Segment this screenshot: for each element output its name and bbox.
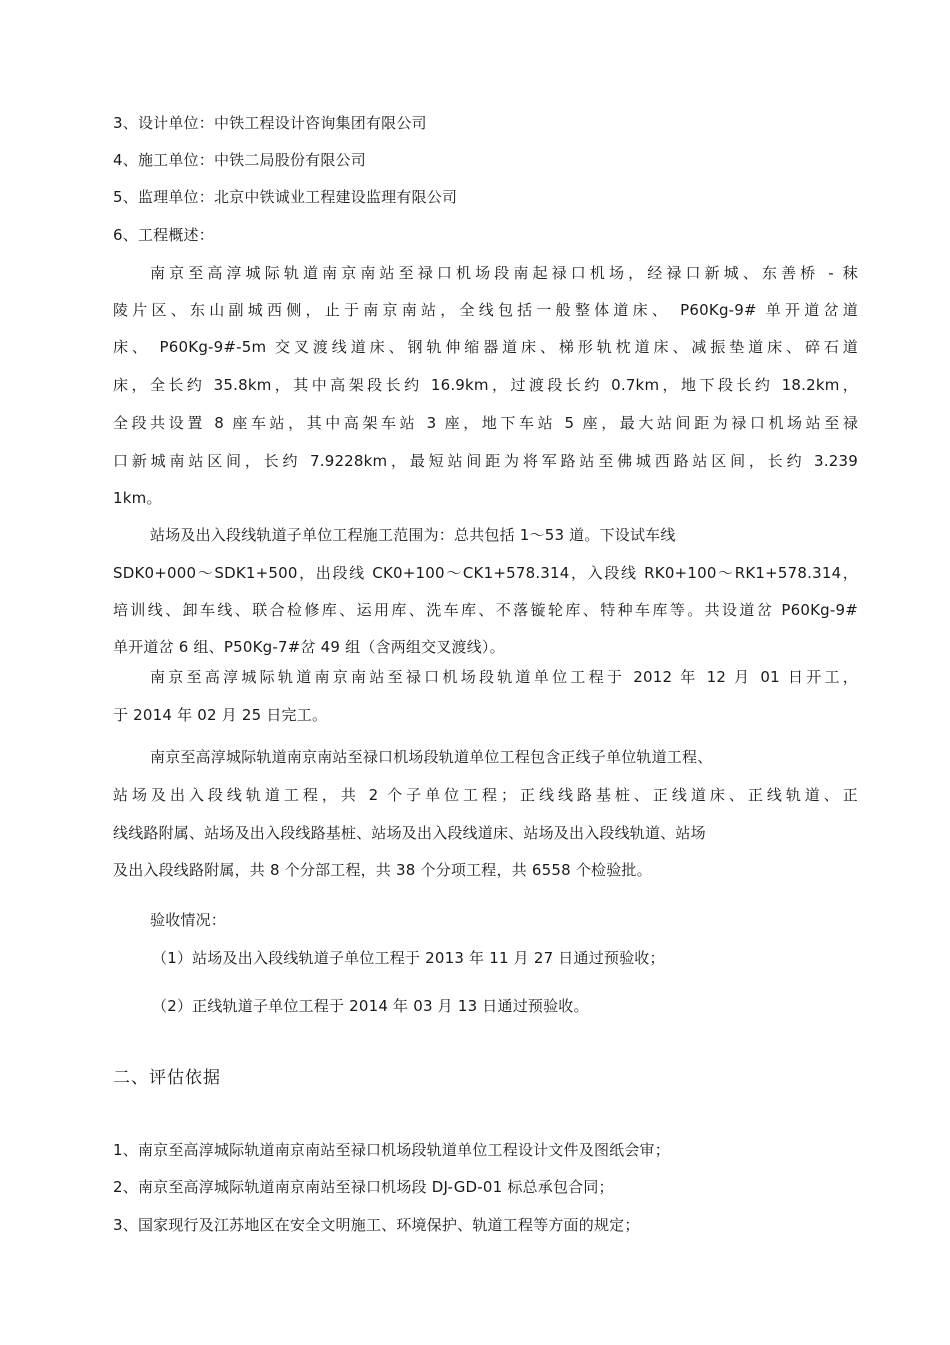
section-heading: 二、评估依据 [113, 1068, 221, 1088]
overview-paragraph-line: 床、 P60Kg-9#-5m 交叉渡线道床、钢轨伸缩器道床、梯形轨枕道床、减振垫道床、碎石道 [113, 338, 858, 356]
acceptance-heading: 验收情况： [150, 911, 227, 929]
composition-paragraph-line: 线线路附属、站场及出入段线路基桩、站场及出入段线道床、站场及出入段线轨道、站场 [113, 824, 706, 842]
overview-paragraph-line: 南京至高淳城际轨道南京南站至禄口机场段南起禄口机场，经禄口新城、东善桥 - 秣 [150, 264, 858, 282]
acceptance-item: （2）正线轨道子单位工程于 2014 年 03 月 13 日通过预验收。 [152, 997, 589, 1015]
composition-paragraph-line: 站场及出入段线轨道工程，共 2 个子单位工程；正线线路基桩、正线道床、正线轨道、正 [113, 786, 858, 804]
scope-paragraph-line: 培训线、卸车线、联合检修库、运用库、洗车库、不落镟轮库、特种车库等。共设道岔 P60Kg-9# [113, 601, 858, 619]
schedule-paragraph-line: 于 2014 年 02 月 25 日完工。 [113, 706, 328, 724]
overview-heading: 6、工程概述： [113, 226, 214, 244]
composition-paragraph-line: 及出入段线路附属，共 8 个分部工程，共 38 个分项工程，共 6558 个检验批。 [113, 861, 652, 879]
scope-paragraph-line: SDK0+000～SDK1+500，出段线 CK0+100～CK1+578.314，入段线 RK0+100～RK1+578.314， [113, 564, 858, 582]
composition-paragraph-line: 南京至高淳城际轨道南京南站至禄口机场段轨道单位工程包含正线子单位轨道工程、 [150, 748, 713, 766]
overview-paragraph-line: 床，全长约 35.8km，其中高架段长约 16.9km，过渡段长约 0.7km，地下段长约 18.2km， [113, 376, 858, 394]
basis-item: 3、国家现行及江苏地区在安全文明施工、环境保护、轨道工程等方面的规定； [113, 1216, 640, 1234]
scope-paragraph-line: 站场及出入段线轨道子单位工程施工范围为：总共包括 1～53 道。下设试车线 [150, 526, 676, 544]
acceptance-item: （1）站场及出入段线轨道子单位工程于 2013 年 11 月 27 日通过预验收； [152, 949, 665, 967]
overview-paragraph-line: 全段共设置 8 座车站，其中高架车站 3 座，地下车站 5 座，最大站间距为禄口机场站至禄 [113, 414, 858, 432]
scope-paragraph-line: 单开道岔 6 组、P50Kg-7#岔 49 组（含两组交叉渡线）。 [113, 638, 505, 656]
overview-paragraph-line: 1km。 [113, 489, 162, 507]
supervision-unit-line: 5、监理单位：北京中铁诚业工程建设监理有限公司 [113, 188, 458, 206]
overview-paragraph-line: 陵片区、东山副城西侧，止于南京南站，全线包括一般整体道床、 P60Kg-9# 单开道岔道 [113, 301, 858, 319]
basis-item: 1、南京至高淳城际轨道南京南站至禄口机场段轨道单位工程设计文件及图纸会审； [113, 1141, 670, 1159]
basis-item: 2、南京至高淳城际轨道南京南站至禄口机场段 DJ-GD-01 标总承包合同； [113, 1178, 614, 1196]
construction-unit-line: 4、施工单位：中铁二局股份有限公司 [113, 151, 366, 169]
schedule-paragraph-line: 南京至高淳城际轨道南京南站至禄口机场段轨道单位工程于 2012 年 12 月 01 日开工， [150, 668, 858, 686]
overview-paragraph-line: 口新城南站区间，长约 7.9228km，最短站间距为将军路站至佛城西路站区间，长约 3.239 [113, 452, 858, 470]
design-unit-line: 3、设计单位：中铁工程设计咨询集团有限公司 [113, 114, 427, 132]
